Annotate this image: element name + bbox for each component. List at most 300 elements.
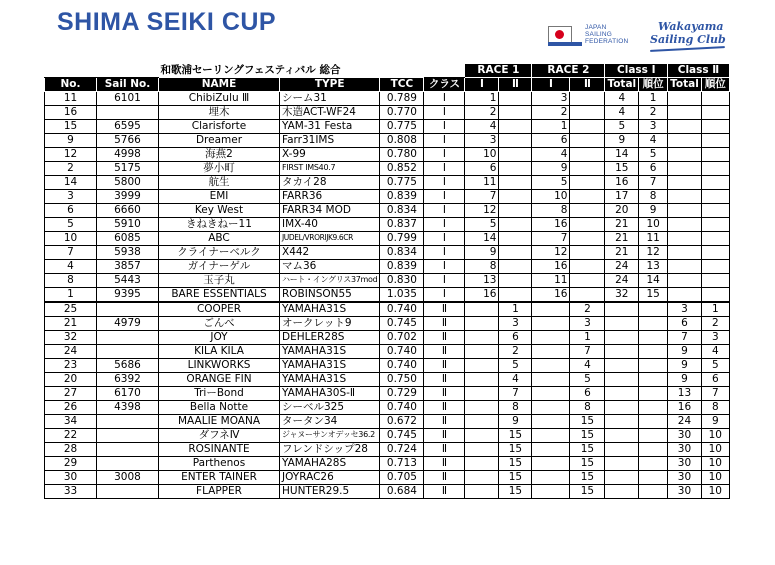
cell-class2-rank: 9 (701, 415, 729, 429)
cell-race2-c2 (570, 274, 605, 288)
cell-name: TriーBond (159, 387, 280, 401)
cell-class1-rank (639, 401, 668, 415)
cell-class2-rank: 8 (701, 401, 729, 415)
cell-race1-c2 (499, 246, 532, 260)
cell-class: Ⅱ (424, 345, 465, 359)
cell-class2-rank (701, 218, 729, 232)
cell-name: 埋木 (159, 106, 280, 120)
cell-race1-c1 (465, 471, 499, 485)
cell-type: X-99 (280, 148, 380, 162)
cell-tcc: 0.750 (380, 373, 424, 387)
cell-name: ごんべ (159, 317, 280, 331)
cell-no: 24 (45, 345, 97, 359)
cell-race2-c2: 15 (570, 485, 605, 499)
cell-race1-c2 (499, 148, 532, 162)
cell-class1-total: 17 (605, 190, 639, 204)
cell-sail-no (97, 331, 159, 345)
cell-class1-rank: 10 (639, 218, 668, 232)
cell-class1-rank: 1 (639, 92, 668, 106)
cell-class: Ⅱ (424, 387, 465, 401)
cell-class2-rank: 3 (701, 331, 729, 345)
cell-sail-no: 4398 (97, 401, 159, 415)
table-row (45, 345, 730, 359)
cell-class: Ⅱ (424, 485, 465, 499)
cell-race2-c2 (570, 134, 605, 148)
cell-race1-c2 (499, 134, 532, 148)
cell-no: 2 (45, 162, 97, 176)
table-row (45, 457, 730, 471)
table-row (45, 317, 730, 331)
cell-class1-total (605, 429, 639, 443)
cell-class1-rank: 15 (639, 288, 668, 303)
col-header-name: NAME (159, 78, 280, 92)
cell-class1-total (605, 387, 639, 401)
cell-name: ガイナーゲル (159, 260, 280, 274)
table-row (45, 106, 730, 120)
cell-race1-c1: 1 (465, 92, 499, 106)
cell-no: 5 (45, 218, 97, 232)
table-row (45, 232, 730, 246)
cell-class2-rank: 6 (701, 373, 729, 387)
cell-class: Ⅰ (424, 204, 465, 218)
cell-type: YAMAHA31S (280, 302, 380, 317)
cell-class1-rank: 14 (639, 274, 668, 288)
cell-type: X442 (280, 246, 380, 260)
cell-race2-c2: 15 (570, 471, 605, 485)
race1-header: RACE 1 (465, 64, 532, 78)
cell-race1-c1 (465, 331, 499, 345)
cell-race2-c2: 7 (570, 345, 605, 359)
cell-race2-c2 (570, 246, 605, 260)
results-body (45, 92, 730, 499)
cell-no: 15 (45, 120, 97, 134)
cell-class1-total: 24 (605, 274, 639, 288)
cell-class: Ⅰ (424, 260, 465, 274)
cell-race1-c2: 2 (499, 345, 532, 359)
cell-name: JOY (159, 331, 280, 345)
cell-class2-total: 9 (668, 345, 702, 359)
cell-class1-rank (639, 302, 668, 317)
cell-class2-rank: 10 (701, 471, 729, 485)
federation-line: JAPAN (585, 24, 607, 31)
cell-name: きねきねー11 (159, 218, 280, 232)
cell-name: ChibiZulu Ⅲ (159, 92, 280, 106)
cell-type: タータン34 (280, 415, 380, 429)
cell-race1-c2 (499, 260, 532, 274)
cell-sail-no (97, 106, 159, 120)
cell-class2-total: 30 (668, 457, 702, 471)
cell-race1-c1: 2 (465, 106, 499, 120)
class1-header: Class Ⅰ (605, 64, 668, 78)
cell-class1-rank (639, 485, 668, 499)
cell-race2-c2: 8 (570, 401, 605, 415)
cell-sail-no: 6101 (97, 92, 159, 106)
cell-class: Ⅱ (424, 302, 465, 317)
cell-race2-c1 (532, 471, 570, 485)
cell-tcc: 0.808 (380, 134, 424, 148)
cell-race2-c2: 4 (570, 359, 605, 373)
cell-sail-no: 5910 (97, 218, 159, 232)
cell-tcc: 0.780 (380, 148, 424, 162)
cell-race2-c2: 15 (570, 429, 605, 443)
cell-class2-total (668, 246, 702, 260)
cell-class1-rank (639, 331, 668, 345)
cell-tcc: 0.745 (380, 429, 424, 443)
cell-class: Ⅰ (424, 274, 465, 288)
column-header-row (45, 78, 730, 92)
cell-class2-total (668, 162, 702, 176)
cell-tcc: 0.684 (380, 485, 424, 499)
cell-race2-c1: 6 (532, 134, 570, 148)
cell-race2-c2 (570, 148, 605, 162)
cell-name: 夢小町 (159, 162, 280, 176)
cell-race1-c1: 10 (465, 148, 499, 162)
cell-race2-c1: 16 (532, 218, 570, 232)
cell-race1-c1 (465, 359, 499, 373)
cell-race2-c1 (532, 401, 570, 415)
col-header-class2-rank: 順位 (701, 78, 729, 92)
cell-race1-c2: 8 (499, 401, 532, 415)
cell-tcc: 1.035 (380, 288, 424, 303)
cell-race1-c2: 4 (499, 373, 532, 387)
cell-class2-rank (701, 232, 729, 246)
table-row (45, 176, 730, 190)
federation-line: FEDERATION (585, 38, 629, 45)
cell-race2-c1: 1 (532, 120, 570, 134)
cell-race2-c1: 3 (532, 92, 570, 106)
cell-type: JUDEL/VRORIJK9.6CR (280, 232, 380, 246)
cell-class1-rank (639, 415, 668, 429)
cell-tcc: 0.770 (380, 106, 424, 120)
cell-sail-no: 6595 (97, 120, 159, 134)
cell-race2-c2: 15 (570, 443, 605, 457)
cell-no: 14 (45, 176, 97, 190)
cell-race1-c2: 3 (499, 317, 532, 331)
cell-name: MAALIE MOANA (159, 415, 280, 429)
cell-no: 21 (45, 317, 97, 331)
cell-class1-total (605, 317, 639, 331)
cell-class2-rank: 10 (701, 457, 729, 471)
federation-text (585, 24, 628, 45)
cell-name: 海燕2 (159, 148, 280, 162)
cell-class1-total: 20 (605, 204, 639, 218)
cell-no: 3 (45, 190, 97, 204)
cell-race2-c1 (532, 485, 570, 499)
cell-race1-c1 (465, 443, 499, 457)
cell-tcc: 0.852 (380, 162, 424, 176)
cell-class2-total (668, 92, 702, 106)
cell-tcc: 0.839 (380, 260, 424, 274)
cell-sail-no (97, 457, 159, 471)
cell-race2-c1 (532, 302, 570, 317)
club-name-line1: Wakayama (658, 20, 724, 33)
cell-class1-total (605, 471, 639, 485)
cell-race1-c1 (465, 401, 499, 415)
cell-race1-c1: 14 (465, 232, 499, 246)
cell-race1-c1 (465, 373, 499, 387)
cell-name: Parthenos (159, 457, 280, 471)
table-row (45, 387, 730, 401)
cell-no: 16 (45, 106, 97, 120)
cell-no: 12 (45, 148, 97, 162)
cell-class2-total (668, 288, 702, 303)
cell-class1-total: 32 (605, 288, 639, 303)
cell-race1-c2 (499, 162, 532, 176)
table-row (45, 92, 730, 106)
cell-class2-rank (701, 190, 729, 204)
cell-class2-rank (701, 204, 729, 218)
cell-race1-c2: 15 (499, 471, 532, 485)
cell-class1-rank (639, 387, 668, 401)
cell-no: 7 (45, 246, 97, 260)
cell-class: Ⅱ (424, 429, 465, 443)
cell-no: 6 (45, 204, 97, 218)
cell-type: YAMAHA31S (280, 373, 380, 387)
cell-sail-no (97, 429, 159, 443)
cell-class2-total (668, 120, 702, 134)
cell-class2-rank (701, 274, 729, 288)
table-row (45, 134, 730, 148)
cell-race1-c1: 9 (465, 246, 499, 260)
cell-tcc: 0.775 (380, 120, 424, 134)
cell-class2-rank (701, 148, 729, 162)
cell-no: 4 (45, 260, 97, 274)
cell-race2-c1 (532, 387, 570, 401)
cell-tcc: 0.740 (380, 359, 424, 373)
cell-race1-c1: 12 (465, 204, 499, 218)
col-header-no: No. (45, 78, 97, 92)
cell-race1-c1: 3 (465, 134, 499, 148)
cell-name: ABC (159, 232, 280, 246)
cell-class1-total: 4 (605, 106, 639, 120)
jsaf-logo (548, 24, 643, 48)
cell-race1-c2: 15 (499, 429, 532, 443)
cell-no: 29 (45, 457, 97, 471)
cell-name: Dreamer (159, 134, 280, 148)
cell-race2-c2 (570, 162, 605, 176)
col-header-race1-c1: Ⅰ (465, 78, 499, 92)
cell-class2-rank: 4 (701, 345, 729, 359)
cell-sail-no: 3857 (97, 260, 159, 274)
col-header-class: クラス (424, 78, 465, 92)
cell-class2-total: 6 (668, 317, 702, 331)
cell-sail-no: 9395 (97, 288, 159, 303)
cell-type: シーム31 (280, 92, 380, 106)
club-name-line2: Sailing Club (650, 33, 726, 46)
cell-race2-c1: 5 (532, 176, 570, 190)
cell-class2-total: 7 (668, 331, 702, 345)
cell-class: Ⅱ (424, 457, 465, 471)
class2-header: Class Ⅱ (668, 64, 730, 78)
cell-type: FIRST IMS40.7 (280, 162, 380, 176)
cell-class2-rank: 10 (701, 443, 729, 457)
table-row (45, 401, 730, 415)
cell-class: Ⅱ (424, 331, 465, 345)
cell-tcc: 0.834 (380, 246, 424, 260)
cell-sail-no (97, 302, 159, 317)
cell-class2-rank (701, 162, 729, 176)
cell-name: Clarisforte (159, 120, 280, 134)
table-row (45, 359, 730, 373)
cell-class2-total: 3 (668, 302, 702, 317)
cell-type: フレンドシップ28 (280, 443, 380, 457)
cell-class1-total (605, 415, 639, 429)
cell-class: Ⅱ (424, 317, 465, 331)
cell-name: 玉子丸 (159, 274, 280, 288)
cell-type: Farr31IMS (280, 134, 380, 148)
cell-class1-rank (639, 443, 668, 457)
japan-flag-icon (548, 26, 572, 43)
cell-race2-c1: 10 (532, 190, 570, 204)
cell-type: ハート・イングリス37mod (280, 274, 380, 288)
cell-race1-c2 (499, 190, 532, 204)
cell-sail-no (97, 415, 159, 429)
cell-class: Ⅰ (424, 148, 465, 162)
cell-tcc: 0.837 (380, 218, 424, 232)
table-row (45, 162, 730, 176)
cell-race2-c2: 2 (570, 302, 605, 317)
cell-class2-total: 30 (668, 429, 702, 443)
cell-class1-total (605, 302, 639, 317)
cell-class1-total: 15 (605, 162, 639, 176)
cell-class2-total: 9 (668, 373, 702, 387)
cell-class1-rank: 3 (639, 120, 668, 134)
cell-race2-c1 (532, 457, 570, 471)
cell-class1-total (605, 373, 639, 387)
cell-no: 32 (45, 331, 97, 345)
table-row (45, 373, 730, 387)
cell-race1-c2: 15 (499, 485, 532, 499)
cell-class2-total: 16 (668, 401, 702, 415)
cell-class: Ⅰ (424, 176, 465, 190)
cell-no: 28 (45, 443, 97, 457)
cell-sail-no: 4998 (97, 148, 159, 162)
cell-class1-rank (639, 429, 668, 443)
table-row (45, 485, 730, 499)
cell-type: タカイ28 (280, 176, 380, 190)
cell-type: IMX-40 (280, 218, 380, 232)
club-swoosh-icon (650, 46, 725, 52)
cell-race2-c2 (570, 106, 605, 120)
col-header-class1-rank: 順位 (639, 78, 668, 92)
cell-class2-rank (701, 106, 729, 120)
cell-class: Ⅰ (424, 162, 465, 176)
cell-class2-total (668, 274, 702, 288)
table-row (45, 331, 730, 345)
cell-race2-c2: 15 (570, 415, 605, 429)
cell-race2-c1: 2 (532, 106, 570, 120)
cell-class1-rank: 6 (639, 162, 668, 176)
cell-race1-c2 (499, 232, 532, 246)
cell-class1-total (605, 359, 639, 373)
cell-class: Ⅰ (424, 106, 465, 120)
cell-class1-total: 14 (605, 148, 639, 162)
cell-race2-c2 (570, 120, 605, 134)
cell-class1-rank: 7 (639, 176, 668, 190)
federation-line: SAILING (585, 31, 613, 38)
cell-race2-c2 (570, 260, 605, 274)
cell-sail-no: 5938 (97, 246, 159, 260)
cell-no: 27 (45, 387, 97, 401)
table-row (45, 260, 730, 274)
cell-class1-rank (639, 359, 668, 373)
cell-race2-c2 (570, 288, 605, 303)
cell-name: Bella Notte (159, 401, 280, 415)
cell-no: 26 (45, 401, 97, 415)
cell-tcc: 0.705 (380, 471, 424, 485)
table-row (45, 190, 730, 204)
cell-no: 33 (45, 485, 97, 499)
cell-sail-no: 3008 (97, 471, 159, 485)
cell-race2-c1: 4 (532, 148, 570, 162)
page-subtitle: 和歌浦セーリングフェスティバル 総合 (159, 64, 424, 78)
cell-class2-rank (701, 134, 729, 148)
col-header-class1-total: Total (605, 78, 639, 92)
cell-race1-c2: 1 (499, 302, 532, 317)
cell-class1-rank: 9 (639, 204, 668, 218)
cell-name: Key West (159, 204, 280, 218)
cell-type: JOYRAC26 (280, 471, 380, 485)
cell-class1-rank: 11 (639, 232, 668, 246)
cell-race1-c1: 4 (465, 120, 499, 134)
cell-class2-rank: 2 (701, 317, 729, 331)
cell-race1-c2 (499, 92, 532, 106)
table-row (45, 204, 730, 218)
cell-type: ROBINSON55 (280, 288, 380, 303)
cell-type: DEHLER28S (280, 331, 380, 345)
cell-no: 9 (45, 134, 97, 148)
cell-race2-c2 (570, 204, 605, 218)
cell-tcc: 0.799 (380, 232, 424, 246)
cell-sail-no: 5443 (97, 274, 159, 288)
cell-race2-c2: 1 (570, 331, 605, 345)
cell-tcc: 0.713 (380, 457, 424, 471)
cell-name: 航生 (159, 176, 280, 190)
cell-no: 23 (45, 359, 97, 373)
cell-class1-total: 5 (605, 120, 639, 134)
cell-class2-total (668, 176, 702, 190)
cell-race2-c2 (570, 176, 605, 190)
cell-race1-c1: 5 (465, 218, 499, 232)
cell-class2-rank (701, 260, 729, 274)
cell-class2-total (668, 106, 702, 120)
table-row (45, 246, 730, 260)
cell-class1-total (605, 443, 639, 457)
cell-race2-c1: 7 (532, 232, 570, 246)
cell-name: ENTER TAINER (159, 471, 280, 485)
cell-class2-total (668, 204, 702, 218)
cell-class2-rank (701, 176, 729, 190)
cell-sail-no: 5766 (97, 134, 159, 148)
cell-class2-rank (701, 120, 729, 134)
col-header-sail-no: Sail No. (97, 78, 159, 92)
cell-race1-c1 (465, 345, 499, 359)
cell-class2-total (668, 232, 702, 246)
cell-class2-total: 13 (668, 387, 702, 401)
cell-class: Ⅰ (424, 232, 465, 246)
cell-race2-c1 (532, 443, 570, 457)
cell-race1-c1: 11 (465, 176, 499, 190)
cell-class2-rank: 10 (701, 485, 729, 499)
cell-race2-c2 (570, 218, 605, 232)
col-header-class2-total: Total (668, 78, 702, 92)
cell-sail-no: 6085 (97, 232, 159, 246)
cell-tcc: 0.672 (380, 415, 424, 429)
cell-class2-total: 30 (668, 471, 702, 485)
cup-title: SHIMA SEIKI CUP (57, 8, 277, 36)
cell-race2-c1: 16 (532, 288, 570, 303)
cell-class1-total: 21 (605, 246, 639, 260)
